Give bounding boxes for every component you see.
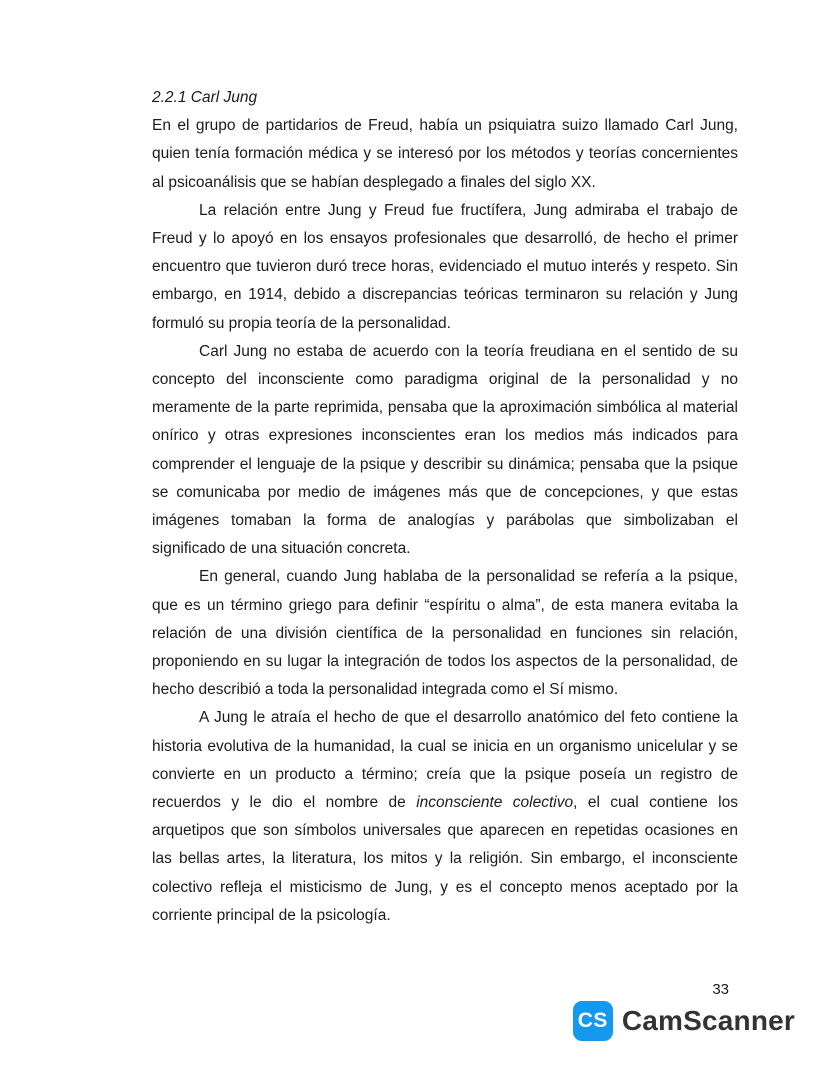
paragraph bbox=[152, 704, 738, 930]
camscanner-brand-name: CamScanner bbox=[621, 1005, 795, 1036]
italic-text: inconsciente colectivo bbox=[416, 794, 574, 812]
body-text: En general, cuando Jung hablaba de la personalidad se refería a la psique, que es un término griego para definir “espíritu o alma”, de esta manera evitaba la relación de una división científica de la personalidad en funciones sin relación, proponiendo en su lugar la integración de todos los aspectos de la personalidad, de hecho describió a toda la personalidad integrada como el Sí mismo. bbox=[152, 568, 738, 699]
paragraph bbox=[152, 563, 738, 704]
section-heading: 2.2.1 Carl Jung bbox=[152, 89, 258, 106]
footer bbox=[573, 981, 795, 1041]
body-text: En el grupo de partidarios de Freud, había un psiquiatra suizo llamado Carl Jung, quien tenía formación médica y se interesó por los métodos y teorías concernientes al psicoanálisis que se habían desplegado a finales del siglo XX. bbox=[152, 117, 738, 191]
body-text: La relación entre Jung y Freud fue fructífera, Jung admiraba el trabajo de Freud y lo apoyó en los ensayos profesionales que desarrolló, de hecho el primer encuentro que tuvieron duró trece horas, evidenciado el mutuo interés y respeto. Sin embargo, en 1914, debido a discrepancias teóricas terminaron su relación y Jung formuló su propia teoría de la personalidad. bbox=[152, 201, 738, 332]
page-number: 33 bbox=[712, 981, 729, 998]
camscanner-icon: CS bbox=[573, 1001, 613, 1041]
paragraph bbox=[152, 112, 738, 197]
body-text: , el cual contiene los arquetipos que son símbolos universales que aparecen en repetidas ocasiones en las bellas artes, la literatura, los mitos y la religión. Sin embargo, el inconsciente colectivo refleja el misticismo de Jung, y es el concepto menos aceptado por la corriente principal de la psicología. bbox=[152, 794, 738, 924]
document-text bbox=[152, 84, 738, 930]
body-text: A Jung le atraía el hecho de que el desarrollo anatómico del feto contiene la historia evolutiva de la humanidad, la cual se inicia en un organismo unicelular y se convierte en un producto a término; creía que la psique poseía un registro de recuerdos y le dio el nombre de bbox=[152, 709, 738, 812]
paragraph bbox=[152, 197, 738, 338]
paragraph bbox=[152, 338, 738, 564]
document-body bbox=[152, 112, 738, 930]
camscanner-logo bbox=[573, 1001, 795, 1041]
body-text: Carl Jung no estaba de acuerdo con la teoría freudiana en el sentido de su concepto del inconsciente como paradigma original de la personalidad y no meramente de la parte reprimida, pensaba que la aproximación simbólica al material onírico y otras expresiones inconscientes eran los medios más indicados para comprender el lenguaje de la psique y describir su dinámica; pensaba que la psique se comunicaba por medio de imágenes más que de concepciones, y que estas imágenes tomaban la forma de analogías y parábolas que simbolizaban el significado de una situación concreta. bbox=[152, 342, 738, 558]
